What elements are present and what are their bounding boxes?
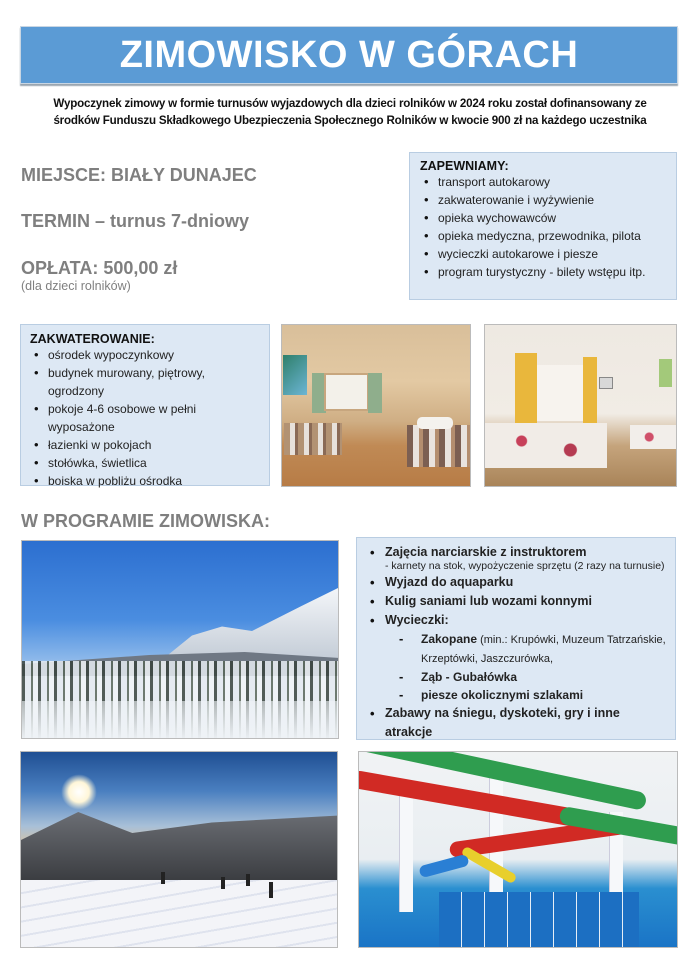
- trip-item: [391, 686, 669, 704]
- accommodation-item: • łazienki w pokojach: [30, 436, 260, 454]
- page-title: ZIMOWISKO W GÓRACH: [119, 33, 579, 76]
- accommodation-box: [20, 324, 270, 486]
- pillow-shape: [417, 417, 453, 429]
- services-item: • opieka wychowawców: [420, 209, 666, 227]
- bed-shape: [407, 425, 471, 467]
- window-shape: [324, 373, 369, 411]
- pillar-shape: [399, 792, 413, 912]
- snowfield-shape: [21, 880, 338, 948]
- tv-shape: [599, 377, 613, 389]
- skier-shape: [221, 877, 225, 889]
- trips-list: [391, 630, 669, 704]
- funding-notice: [14, 95, 686, 129]
- slide-shape: [418, 854, 469, 879]
- fee-note: (dla dzieci rolników): [21, 279, 131, 293]
- trip-name: Ząb - Gubałówka: [421, 670, 518, 684]
- term-info: TERMIN – turnus 7-dniowy: [21, 211, 250, 231]
- program-item: [363, 704, 669, 742]
- curtain-shape: [583, 357, 597, 425]
- program-item-note: - karnety na stok, wypożyczenie sprzętu (2 razy na turnusie): [385, 560, 665, 572]
- room-yellow-curtains-photo: [484, 324, 677, 487]
- snowy-mountains-photo: [21, 540, 339, 739]
- accommodation-item: • boiska w pobliżu ośrodka: [30, 472, 260, 490]
- program-item-label: Kulig saniami lub wozami konnymi: [385, 594, 592, 608]
- services-item: • zakwaterowanie i wyżywienie: [420, 191, 666, 209]
- accommodation-item: • budynek murowany, piętrowy, ogrodzony: [30, 364, 260, 400]
- program-heading: W PROGRAMIE ZIMOWISKA:: [21, 511, 270, 531]
- services-item: • opieka medyczna, przewodnika, pilota: [420, 227, 666, 245]
- program-item: [363, 573, 669, 592]
- skier-shape: [269, 882, 273, 898]
- services-list: [420, 173, 666, 281]
- place-info: MIEJSCE: BIAŁY DUNAJEC: [21, 165, 257, 185]
- bed-shape: [630, 425, 677, 449]
- title-banner: [20, 26, 678, 84]
- pool-shape: [439, 892, 639, 948]
- accommodation-item: • stołówka, świetlica: [30, 454, 260, 472]
- curtain-shape: [515, 353, 537, 425]
- program-item: [363, 543, 669, 573]
- skier-shape: [161, 872, 165, 884]
- accommodation-list: [30, 346, 260, 490]
- funding-notice-line-2: środków Funduszu Składkowego Ubezpieczenia Społecznego Rolników w kwocie 900 zł na każdego uczestnika: [53, 114, 647, 127]
- hill-shape: [21, 812, 338, 882]
- sun-shape: [61, 774, 97, 810]
- ski-slope-photo: [20, 751, 338, 948]
- trip-name: piesze okolicznymi szlakami: [421, 688, 584, 702]
- room-wooden-interior-photo: [281, 324, 471, 487]
- bed-shape: [485, 423, 607, 468]
- snow-shape: [22, 701, 339, 739]
- services-item: • transport autokarowy: [420, 173, 666, 191]
- trip-name: Zakopane: [421, 632, 478, 646]
- program-item-label: Zajęcia narciarskie z instruktorem: [385, 545, 587, 559]
- program-list: [363, 543, 669, 742]
- trip-item: [391, 630, 669, 668]
- accommodation-item: • ośrodek wypoczynkowy: [30, 346, 260, 364]
- program-item-label: Wyjazd do aquaparku: [385, 575, 514, 589]
- services-item: • wycieczki autokarowe i piesze: [420, 245, 666, 263]
- program-item-label: Zabawy na śniegu, dyskoteki, gry i inne atrakcje: [385, 706, 620, 739]
- aquapark-slides-photo: [358, 751, 678, 948]
- bed-shape: [284, 423, 342, 455]
- services-box: [409, 152, 677, 300]
- program-item: [363, 611, 669, 704]
- program-box: [356, 537, 676, 740]
- painting-shape: [283, 355, 307, 395]
- program-item-label: Wycieczki:: [385, 613, 449, 627]
- funding-notice-line-1: Wypoczynek zimowy w formie turnusów wyjazdowych dla dzieci rolników w 2024 roku został dofinansowany ze: [53, 97, 647, 110]
- picture-frame-shape: [659, 359, 672, 387]
- trip-details: (min.: Krupówki, Muzeum Tatrzańskie, Krzeptówki, Jaszczurówka,: [421, 634, 666, 665]
- services-heading: ZAPEWNIAMY:: [420, 159, 509, 173]
- window-shape: [537, 365, 585, 421]
- trip-item: [391, 668, 669, 686]
- accommodation-heading: ZAKWATEROWANIE:: [30, 332, 155, 346]
- curtain-shape: [368, 373, 382, 413]
- program-item: [363, 592, 669, 611]
- services-item: • program turystyczny - bilety wstępu itp.: [420, 263, 666, 281]
- accommodation-item: • pokoje 4-6 osobowe w pełni wyposażone: [30, 400, 260, 436]
- fee-info: OPŁATA: 500,00 zł: [21, 258, 178, 278]
- skier-shape: [246, 874, 250, 886]
